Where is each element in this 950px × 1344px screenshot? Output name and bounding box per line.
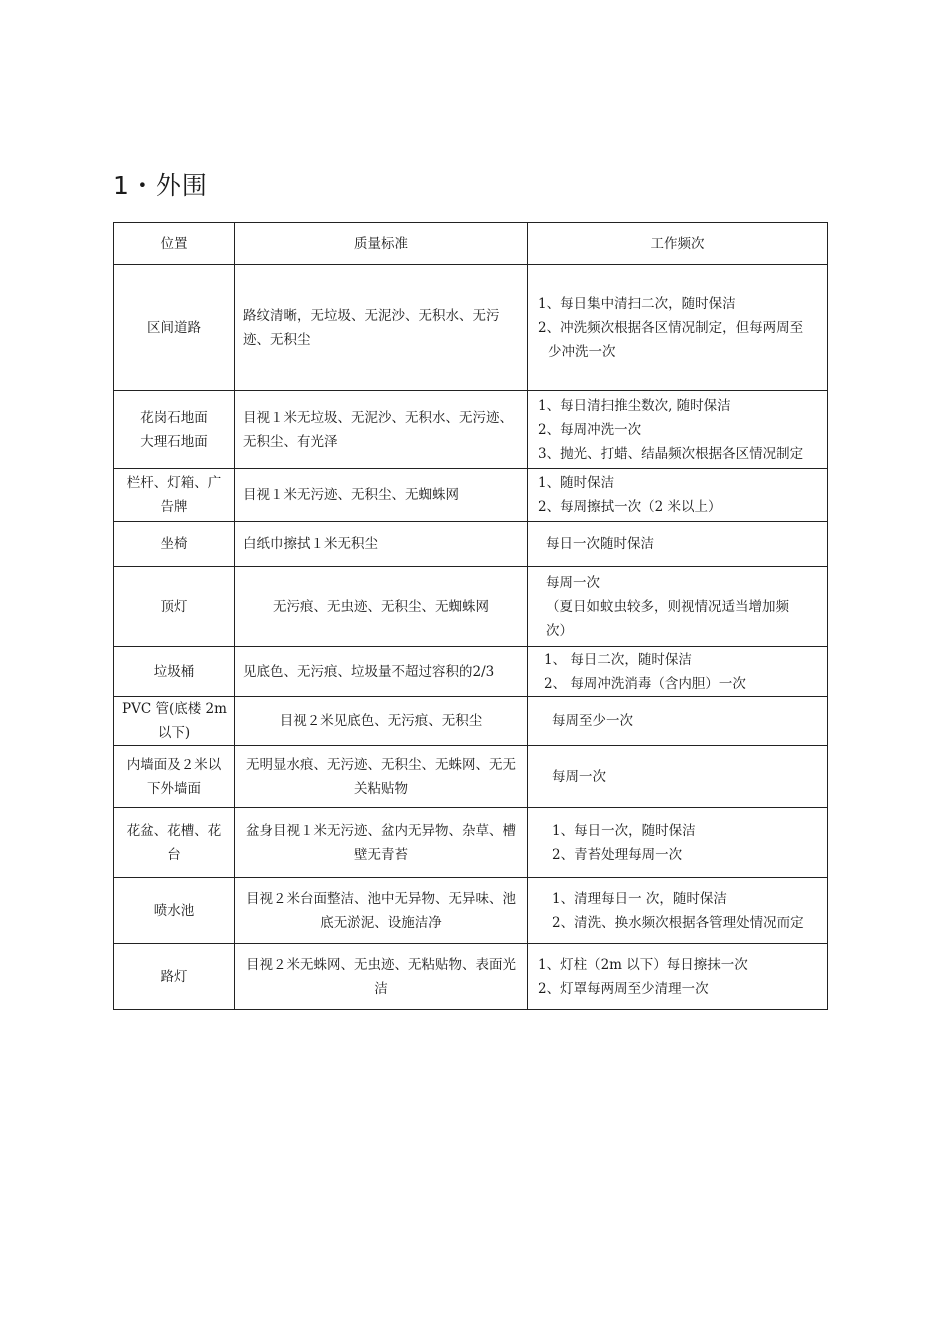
row-standard: 目视２米无蛛网、无虫迹、无粘贴物、表面光洁 — [235, 944, 528, 1010]
row-location: 花岗石地面 大理石地面 — [114, 391, 235, 469]
row-frequency: 1、每日一次，随时保洁 2、青苔处理每周一次 — [528, 808, 828, 878]
table-row — [114, 878, 828, 944]
row-location: 顶灯 — [114, 567, 235, 647]
row-location: 栏杆、灯箱、广 告牌 — [114, 469, 235, 522]
row-standard: 见底色、无污痕、垃圾量不超过容积的2/3 — [235, 647, 528, 697]
table-row — [114, 567, 828, 647]
row-frequency: 1、清理每日一 次，随时保洁 2、清洗、换水频次根据各管理处情况而定 — [528, 878, 828, 944]
row-frequency: 每周至少一次 — [528, 697, 828, 746]
header-standard: 质量标准 — [235, 223, 528, 265]
row-frequency: 每周一次 — [528, 746, 828, 808]
row-standard: 目视１米无垃圾、无泥沙、无积水、无污迹、无积尘、有光泽 — [235, 391, 528, 469]
row-standard: 目视２米见底色、无污痕、无积尘 — [235, 697, 528, 746]
row-standard: 盆身目视１米无污迹、盆内无异物、杂草、槽壁无青苔 — [235, 808, 528, 878]
row-location: 坐椅 — [114, 522, 235, 567]
row-standard: 白纸巾擦拭１米无积尘 — [235, 522, 528, 567]
row-location: 区间道路 — [114, 265, 235, 391]
cleaning-standards-table — [113, 222, 828, 1010]
table-row — [114, 265, 828, 391]
row-frequency: 1、 每日二次，随时保洁 2、 每周冲洗消毒（含内胆）一次 — [528, 647, 828, 697]
header-frequency: 工作频次 — [528, 223, 828, 265]
table-row — [114, 647, 828, 697]
table-row — [114, 469, 828, 522]
table-row — [114, 391, 828, 469]
row-frequency: 1、每日集中清扫二次，随时保洁 2、冲洗频次根据各区情况制定，但每两周至 少冲洗一次 — [528, 265, 828, 391]
header-location: 位置 — [114, 223, 235, 265]
table-row — [114, 697, 828, 746]
table-row — [114, 522, 828, 567]
row-standard: 无污痕、无虫迹、无积尘、无蜘蛛网 — [235, 567, 528, 647]
row-frequency: 1、每日清扫推尘数次, 随时保洁 2、每周冲洗一次 3、抛光、打蜡、结晶频次根据各区情况制定 — [528, 391, 828, 469]
row-frequency: 每日一次随时保洁 — [528, 522, 828, 567]
section-title: 1・外围 — [113, 171, 208, 200]
table-row — [114, 808, 828, 878]
row-location: 垃圾桶 — [114, 647, 235, 697]
row-frequency: 每周一次 （夏日如蚊虫较多，则视情况适当增加频 次） — [528, 567, 828, 647]
table-row — [114, 746, 828, 808]
row-frequency: 1、灯柱（2m 以下）每日擦抹一次 2、灯罩每两周至少清理一次 — [528, 944, 828, 1010]
row-location: PVC 管(底楼 2m 以下) — [114, 697, 235, 746]
table-row — [114, 944, 828, 1010]
row-standard: 无明显水痕、无污迹、无积尘、无蛛网、无无关粘贴物 — [235, 746, 528, 808]
row-location: 路灯 — [114, 944, 235, 1010]
row-standard: 路纹清晰，无垃圾、无泥沙、无积水、无污迹、无积尘 — [235, 265, 528, 391]
row-location: 内墙面及２米以 下外墙面 — [114, 746, 235, 808]
row-standard: 目视２米台面整洁、池中无异物、无异味、池底无淤泥、设施洁净 — [235, 878, 528, 944]
row-location: 花盆、花槽、花 台 — [114, 808, 235, 878]
row-frequency: 1、随时保洁 2、每周擦拭一次（2 米以上） — [528, 469, 828, 522]
table-header-row — [114, 223, 828, 265]
row-location: 喷水池 — [114, 878, 235, 944]
row-standard: 目视１米无污迹、无积尘、无蜘蛛网 — [235, 469, 528, 522]
